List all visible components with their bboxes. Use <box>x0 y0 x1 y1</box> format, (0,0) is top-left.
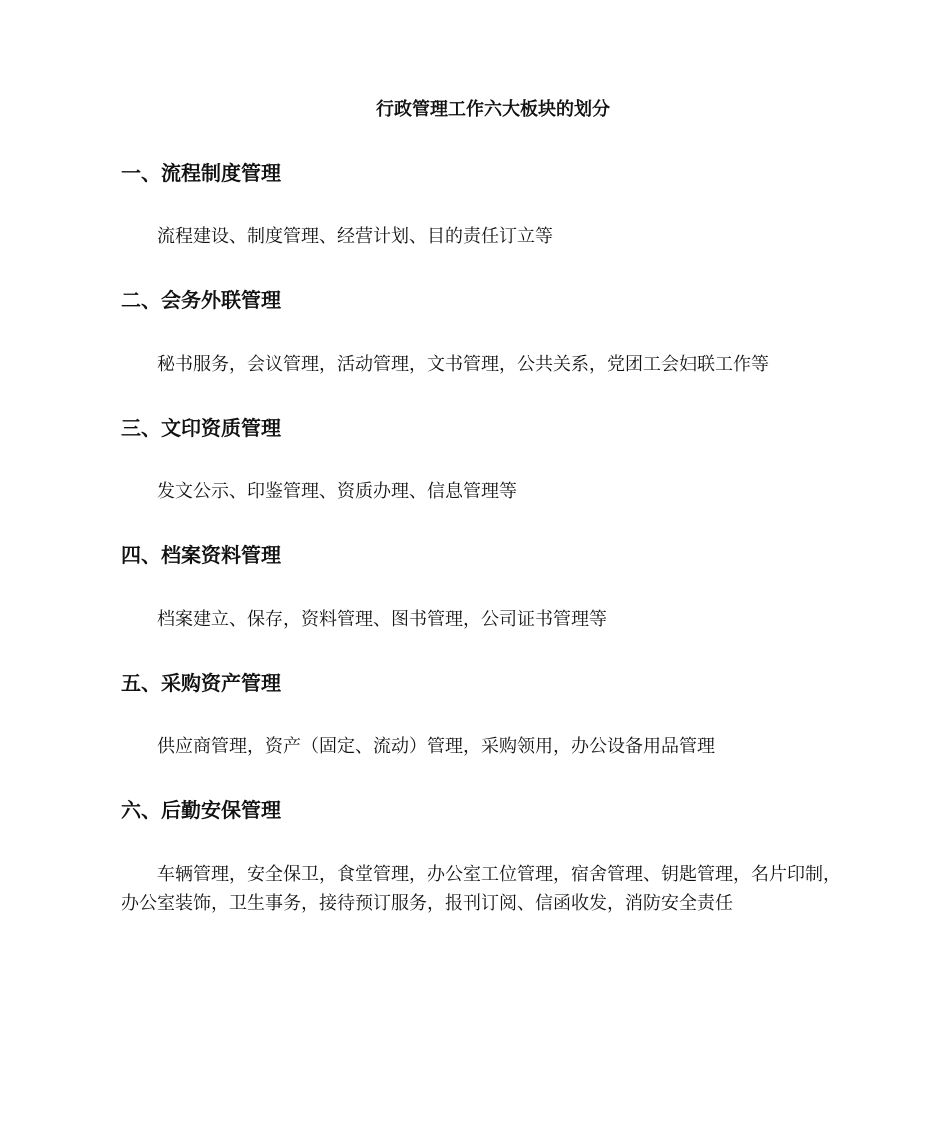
section-body-process-rules: 流程建设、制度管理、经营计划、目的责任订立等 <box>157 226 553 247</box>
section-body-logistics-security: 车辆管理，安全保卫，食堂管理，办公室工位管理，宿舍管理、钥匙管理，名片印制，办公室装饰，卫生事务，接待预订服务，报刊订阅、信函收发，消防安全责任 <box>121 864 841 914</box>
section-body-archives: 档案建立、保存，资料管理、图书管理，公司证书管理等 <box>157 609 607 630</box>
section-heading-archives: 四、档案资料管理 <box>121 543 281 567</box>
section-heading-printing-qualifications: 三、文印资质管理 <box>121 416 281 440</box>
section-heading-procurement-assets: 五、采购资产管理 <box>121 671 281 695</box>
section-body-procurement-assets: 供应商管理，资产（固定、流动）管理，采购领用，办公设备用品管理 <box>157 736 715 757</box>
section-body-meetings-external: 秘书服务，会议管理，活动管理，文书管理，公共关系，党团工会妇联工作等 <box>157 354 769 375</box>
section-heading-process-rules: 一、流程制度管理 <box>121 161 281 185</box>
section-body-printing-qualifications: 发文公示、印鉴管理、资质办理、信息管理等 <box>157 481 517 502</box>
section-heading-logistics-security: 六、后勤安保管理 <box>121 798 281 822</box>
section-heading-meetings-external: 二、会务外联管理 <box>121 288 281 312</box>
document-title: 行政管理工作六大板块的划分 <box>376 99 610 120</box>
